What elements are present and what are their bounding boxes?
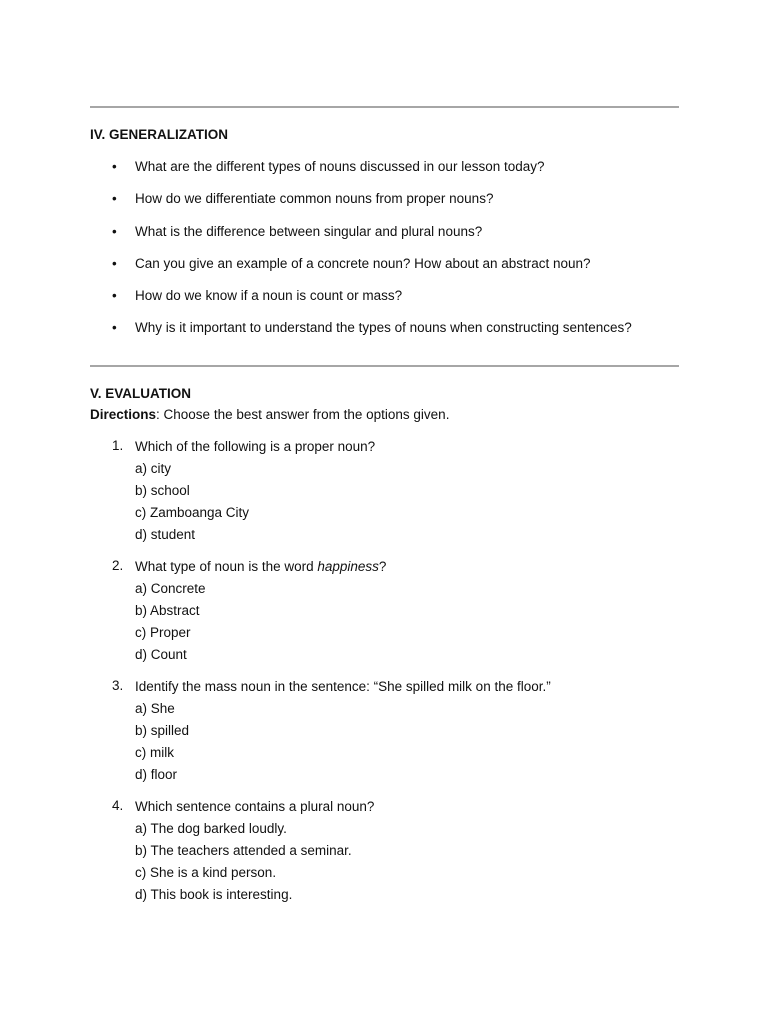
section-divider-middle	[90, 365, 679, 367]
list-item	[90, 190, 690, 222]
answer-option: a) The dog barked loudly.	[135, 821, 287, 836]
answer-option: d) student	[135, 527, 196, 542]
bullet-icon: •	[112, 159, 117, 174]
list-item	[90, 223, 690, 255]
answer-option: d) Count	[135, 647, 187, 662]
evaluation-heading: V. EVALUATION	[90, 386, 192, 401]
question-number: 3.	[112, 678, 124, 693]
bullet-icon: •	[112, 288, 117, 304]
answer-option: b) school	[135, 483, 190, 498]
question-number: 1.	[112, 438, 124, 453]
question-item	[90, 798, 690, 918]
answer-option: a) She	[135, 701, 175, 716]
answer-option: b) The teachers attended a seminar.	[135, 843, 352, 858]
list-item	[90, 158, 690, 190]
directions-text	[90, 406, 449, 424]
answer-option: d) This book is interesting.	[135, 887, 293, 902]
question-number: 4.	[112, 798, 124, 813]
generalization-heading: IV. GENERALIZATION	[90, 127, 229, 142]
list-item-text: How do we know if a noun is count or mass?	[135, 288, 403, 304]
answer-option: a) city	[135, 461, 172, 476]
section-divider-top	[90, 106, 679, 108]
list-item-text: Why is it important to understand the types of nouns when constructing sentences?	[135, 320, 632, 336]
list-item-text: What are the different types of nouns discussed in our lesson today?	[135, 159, 545, 174]
question-number: 2.	[112, 558, 124, 573]
answer-option: c) Proper	[135, 625, 191, 640]
bullet-icon: •	[112, 223, 117, 239]
question-item	[90, 558, 690, 678]
question-text: Identify the mass noun in the sentence: “She spilled milk on the floor.”	[135, 679, 551, 694]
question-text: What type of noun is the word happiness?	[135, 559, 387, 574]
list-item-text: What is the difference between singular and plural nouns?	[135, 223, 483, 239]
answer-option: b) spilled	[135, 723, 190, 738]
directions-label: Directions	[90, 407, 157, 422]
question-item	[90, 438, 690, 558]
bullet-icon: •	[112, 320, 117, 336]
list-item-text: Can you give an example of a concrete noun? How about an abstract noun?	[135, 255, 591, 271]
generalization-list	[90, 158, 690, 352]
bullet-icon: •	[112, 191, 117, 207]
directions-body: : Choose the best answer from the options given.	[156, 407, 450, 422]
list-item	[90, 255, 690, 287]
bullet-icon: •	[112, 255, 117, 271]
answer-option: d) floor	[135, 767, 178, 782]
evaluation-questions	[90, 438, 690, 918]
list-item-text: How do we differentiate common nouns from proper nouns?	[135, 191, 494, 207]
answer-option: b) Abstract	[135, 603, 200, 618]
question-text: Which of the following is a proper noun?	[135, 439, 376, 454]
list-item	[90, 287, 690, 319]
answer-option: c) Zamboanga City	[135, 505, 250, 520]
answer-option: c) milk	[135, 745, 174, 760]
answer-option: c) She is a kind person.	[135, 865, 277, 880]
answer-option: a) Concrete	[135, 581, 206, 596]
question-text: Which sentence contains a plural noun?	[135, 799, 375, 814]
question-item	[90, 678, 690, 798]
list-item	[90, 319, 690, 351]
emphasized-word: happiness	[317, 559, 379, 574]
